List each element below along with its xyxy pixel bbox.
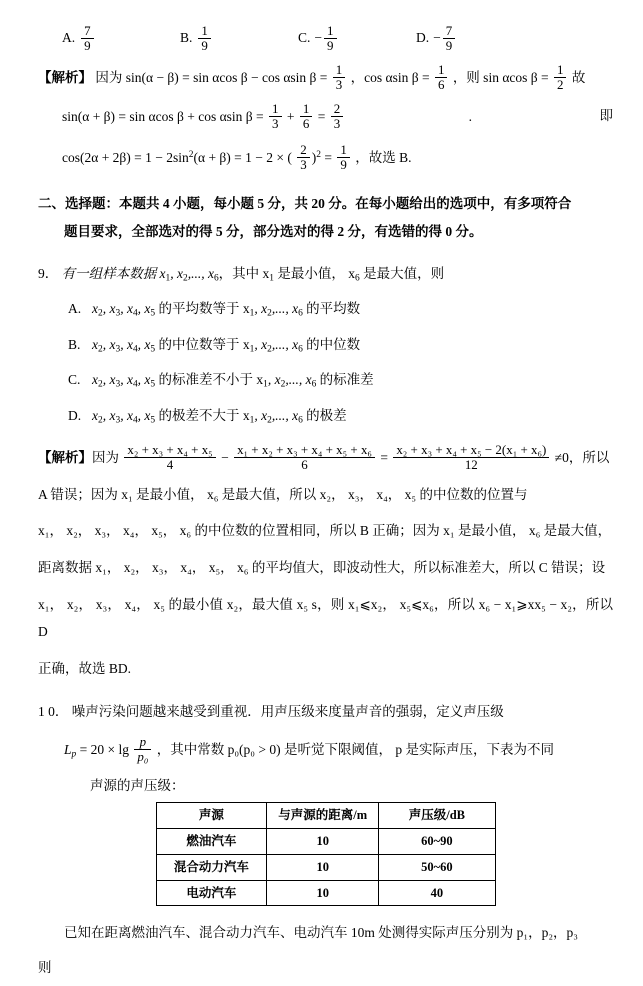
q9-analysis-line-5: x₁， x₂， x₃， x₄， x₅ 的最小值 x₂，最大值 x₅ s，则 x₁⩽x₂， x₅⩽x₆，所以 x₆ − x₁⩾xx₅ − x₂，所以 D <box>38 596 613 640</box>
choice-fraction-d-den: 9 <box>443 38 455 53</box>
s: 1 <box>249 415 255 426</box>
frac-den: 6 <box>435 77 447 92</box>
t: x <box>92 372 98 388</box>
choice-fraction-d-num: 7 <box>445 23 453 38</box>
t: ,..., x <box>271 301 299 317</box>
t: , x <box>120 407 133 423</box>
question-9-option-c[interactable] <box>38 367 613 395</box>
t: 的标准差 <box>316 372 374 388</box>
t: 的平均数等于 x <box>155 301 250 317</box>
table-header-distance: 与声源的距离/m <box>267 803 379 829</box>
t: ,..., x <box>271 407 299 423</box>
t: , x <box>102 372 116 388</box>
t: , x <box>267 372 281 388</box>
q9-analysis-fraction-3 <box>393 443 549 472</box>
s: 2 <box>267 415 272 426</box>
question-9-option-b[interactable] <box>38 332 613 360</box>
t: , x <box>102 336 116 352</box>
q10-pressure-ratio-fraction <box>134 735 151 764</box>
s: 1 <box>249 308 255 319</box>
q9-analysis-text-1a: 因为 <box>92 449 119 465</box>
frac-num: 1 <box>340 141 347 157</box>
q9-stem-a: 有一组样本数据 x <box>61 265 166 281</box>
s: 6 <box>298 415 303 426</box>
t: , x <box>120 336 133 352</box>
q9-option-a-label: A. <box>68 301 82 317</box>
table-row <box>156 854 495 880</box>
t: , x <box>102 301 116 317</box>
s: 5 <box>150 308 156 319</box>
analysis-top-text-1d: 故 <box>571 69 586 85</box>
q9-stem-d: ，其中 x <box>218 265 270 281</box>
s: 3 <box>115 379 121 390</box>
s: 4 <box>132 308 138 319</box>
frac-num: 1 <box>437 61 445 77</box>
s: 2 <box>280 379 286 390</box>
analysis-top-text-3d: = <box>324 149 332 165</box>
section-heading-line1: 二、选择题：本题共 4 小题，每小题 5 分，共 20 分。在每小题给出的选项中，有多项符合 <box>38 195 572 211</box>
question-10-formula-line <box>38 735 613 764</box>
choice-fraction-a-num: 7 <box>84 23 91 38</box>
frac-num: x₁ + x₂ + x₃ + x₄ + x₅ + x₆ <box>237 441 372 457</box>
s: 4 <box>132 415 138 426</box>
s: 1 <box>249 344 255 355</box>
question-9-option-d[interactable] <box>38 403 613 431</box>
t: x <box>92 336 98 352</box>
question-10-followup: 已知在距离燃油汽车、混合动力汽车、电动汽车 10m 处测得实际声压分别为 p₁，p₂，p₃ <box>64 925 578 941</box>
t: , x <box>120 301 133 317</box>
question-9-analysis <box>38 443 613 683</box>
q10-formula-c: ，其中常数 p₀(p₀ > 0) 是听觉下限阈值， p 是实际声压，下表为不同 <box>156 741 554 757</box>
analysis-top-text-3e: ，故选 B. <box>355 149 412 165</box>
analysis-top-text-1a: 因为 sin(α − β) = sin αcos β − cos αsin β = <box>95 69 328 85</box>
t: , x <box>137 336 151 352</box>
q9-sub-4: 1 <box>269 273 274 284</box>
q9-sub-3: 6 <box>213 273 219 284</box>
q9-sub-2: 2 <box>182 273 188 284</box>
choice-option-b[interactable] <box>180 24 298 53</box>
s: 2 <box>98 415 103 426</box>
frac-num: 1 <box>272 100 279 116</box>
choice-sign-d: − <box>433 30 441 46</box>
question-9-option-a[interactable] <box>38 296 613 324</box>
t: , x <box>120 372 133 388</box>
table-cell-distance: 10 <box>267 829 379 855</box>
choice-fraction-d <box>443 24 455 53</box>
t: x <box>92 407 98 423</box>
s: 3 <box>115 344 121 355</box>
q9-sub-5: 6 <box>355 273 360 284</box>
q9-stem-c: ,..., x <box>187 265 214 281</box>
analysis-top-fraction-2 <box>435 63 447 92</box>
q9-analysis-line-1 <box>38 443 613 472</box>
analysis-top-dot: . <box>468 108 472 124</box>
t: 的极差 <box>302 407 347 423</box>
question-10-number: 1 0． <box>38 703 69 719</box>
s: 4 <box>132 344 138 355</box>
analysis-top-text-3b: (α + β) = 1 − 2 × ( <box>193 149 292 165</box>
table-cell-source: 混合动力汽车 <box>156 854 267 880</box>
choice-sign-c: − <box>314 30 323 46</box>
t: , x <box>137 407 151 423</box>
analysis-top-plus: + <box>286 108 295 124</box>
analysis-top-text-3a: cos(2α + 2β) = 1 − 2sin <box>62 149 189 165</box>
sound-pressure-table <box>156 802 496 906</box>
frac-den: 6 <box>300 116 312 131</box>
choice-label-d: D. <box>416 30 430 46</box>
analysis-top-line2-end: 即 <box>599 107 613 123</box>
t: , x <box>254 336 268 352</box>
q9-analysis-line-3: x₁， x₂， x₃， x₄， x₅， x₆ 的中位数的位置相同，所以 B 正确；因为 x₁ 是最小值， x₆ 是最大值， <box>38 523 612 539</box>
table-cell-distance: 10 <box>267 880 379 906</box>
choice-fraction-a <box>81 24 93 53</box>
analysis-top-line2-fraction-3 <box>331 102 343 131</box>
q9-stem-f: 是最大值，则 <box>359 265 445 281</box>
analysis-top-text-1c: ，则 sin αcos β = <box>452 69 549 85</box>
section-heading-line2: 题目要求，全部选对的得 5 分，部分选对的得 2 分，有选错的得 0 分。 <box>64 224 483 240</box>
question-10-table-caption: 声源的声压级： <box>90 778 185 794</box>
section-heading <box>38 190 613 247</box>
table-header-source: 声源 <box>156 803 267 829</box>
frac-num: 2 <box>333 100 341 116</box>
frac-num: x₂ + x₃ + x₄ + x₅ − 2(x₁ + x₆) <box>396 441 547 457</box>
s: 2 <box>267 308 272 319</box>
q9-analysis-minus: − <box>221 449 229 465</box>
frac-num: 1 <box>302 100 310 116</box>
s: 5 <box>150 415 156 426</box>
analysis-top-sup-1: 2 <box>188 150 194 161</box>
q9-analysis-text-1end: ≠0，所以 <box>554 449 610 465</box>
question-10-text: 噪声污染问题越来越受到重视．用声压级来度量声音的强弱，定义声压级 <box>71 703 504 719</box>
analysis-top-fraction-3 <box>554 63 566 92</box>
analysis-top-eq: = <box>317 108 326 124</box>
t: 的平均数 <box>302 301 361 317</box>
s: 5 <box>150 344 156 355</box>
table-cell-distance: 10 <box>267 854 379 880</box>
t: , x <box>254 301 268 317</box>
choice-label-a: A. <box>62 30 76 46</box>
frac-den: 3 <box>269 116 281 131</box>
s: 4 <box>132 379 138 390</box>
table-cell-source: 电动汽车 <box>156 880 267 906</box>
t: , x <box>137 301 151 317</box>
frac-num: 1 <box>335 61 343 77</box>
choice-fraction-b <box>198 24 210 53</box>
analysis-top-text-1b: ，cos αsin β = <box>350 69 430 85</box>
t: , x <box>137 372 151 388</box>
q10-formula-b: = 20 × lg <box>76 741 129 757</box>
s: 3 <box>115 415 121 426</box>
table-row <box>156 829 495 855</box>
frac-num: x₂ + x₃ + x₄ + x₅ <box>127 441 213 457</box>
table-cell-source: 燃油汽车 <box>156 829 267 855</box>
t: 的极差不大于 x <box>155 407 250 423</box>
choice-option-d[interactable] <box>416 24 534 53</box>
q9-sub-1: 1 <box>165 273 171 284</box>
q9-stem-e: 是最小值， x <box>274 265 355 281</box>
choice-fraction-a-den: 9 <box>81 38 93 53</box>
t: , x <box>102 407 116 423</box>
table-cell-level: 60~90 <box>379 829 495 855</box>
s: 6 <box>311 379 317 390</box>
choice-fraction-b-den: 9 <box>198 38 210 53</box>
q9-analysis-fraction-1 <box>124 443 215 472</box>
table-row <box>156 880 495 906</box>
q9-option-d-label: D. <box>68 407 82 423</box>
choice-fraction-c-den: 9 <box>324 38 336 53</box>
q10-L: L <box>64 741 72 757</box>
analysis-top-line3-fraction-1 <box>297 143 309 172</box>
table-cell-level: 40 <box>379 880 495 906</box>
q9-stem-b: , x <box>170 265 183 281</box>
q9-analysis-line-6: 正确，故选 BD. <box>38 660 132 676</box>
choice-fraction-b-num: 1 <box>201 23 208 38</box>
frac-den: 9 <box>337 157 349 172</box>
s: 6 <box>298 308 303 319</box>
analysis-top-line-1 <box>38 63 613 92</box>
t: , x <box>254 407 268 423</box>
frac-den: 12 <box>393 457 549 472</box>
frac-den: 4 <box>124 457 215 472</box>
analysis-top-line3-fraction-2 <box>337 143 349 172</box>
analysis-top-line2-fraction-1 <box>269 102 281 131</box>
question-9-number: 9． <box>38 265 59 281</box>
table-header-level: 声压级/dB <box>379 803 495 829</box>
analysis-tag: 【解析】 <box>38 69 92 85</box>
frac-num: 1 <box>557 61 564 77</box>
q9-analysis-eq: = <box>380 449 388 465</box>
choice-option-a[interactable] <box>62 24 180 53</box>
table-header-row <box>156 803 495 829</box>
frac-den: p₀ <box>134 749 151 764</box>
t: ,..., x <box>271 336 299 352</box>
s: 2 <box>98 344 103 355</box>
frac-den: 6 <box>234 457 375 472</box>
s: 2 <box>98 308 103 319</box>
q9-option-c-label: C. <box>68 372 81 388</box>
s: 3 <box>115 308 121 319</box>
analysis-top-fraction-1 <box>333 63 345 92</box>
s: 5 <box>150 379 156 390</box>
question-9-stem <box>38 261 613 289</box>
frac-num: 2 <box>300 141 307 157</box>
choice-fraction-c-num: 1 <box>327 23 334 38</box>
t: 的中位数 <box>302 336 361 352</box>
choice-label-c: C. <box>298 30 311 46</box>
analysis-top-sup-2: 2 <box>316 150 321 161</box>
q9-analysis-line-2: A 错误；因为 x₁ 是最小值， x₆ 是最大值，所以 x₂， x₃， x₄， x₅ 的中位数的位置与 <box>38 486 528 502</box>
frac-den: 3 <box>331 116 343 131</box>
s: 1 <box>263 379 268 390</box>
q9-option-b-label: B. <box>68 336 81 352</box>
question-10-followup-2: 则 <box>38 959 52 975</box>
analysis-top-line-2 <box>38 102 613 131</box>
t: 的中位数等于 x <box>155 336 250 352</box>
analysis-top-text-2a: sin(α + β) = sin αcos β + cos αsin β = <box>62 108 264 124</box>
choice-row-top <box>38 24 613 53</box>
s: 2 <box>98 379 103 390</box>
analysis-top-line-3 <box>38 143 613 172</box>
frac-den: 3 <box>333 77 345 92</box>
s: 6 <box>298 344 303 355</box>
q9-analysis-tag: 【解析】 <box>38 449 92 465</box>
s: 2 <box>267 344 272 355</box>
frac-den: 2 <box>554 77 566 92</box>
t: 的标准差不小于 x <box>155 372 264 388</box>
choice-option-c[interactable] <box>298 24 416 53</box>
analysis-top-text-3c: ) <box>311 149 317 165</box>
choice-fraction-c <box>324 24 336 53</box>
choice-label-b: B. <box>180 30 193 46</box>
t: x <box>92 301 98 317</box>
frac-num: p <box>139 733 147 749</box>
t: ,..., x <box>285 372 312 388</box>
frac-den: 3 <box>297 157 309 172</box>
analysis-top-line2-fraction-2 <box>300 102 312 131</box>
question-10-stem <box>38 699 613 725</box>
q9-analysis-fraction-2 <box>234 443 375 472</box>
q9-analysis-line-4: 距离数据 x₁， x₂， x₃， x₄， x₅， x₆ 的平均值大，即波动性大，所以标准差大，所以 C 错误；设 <box>38 559 606 575</box>
table-cell-level: 50~60 <box>379 854 495 880</box>
q10-L-sub: p <box>71 749 77 760</box>
